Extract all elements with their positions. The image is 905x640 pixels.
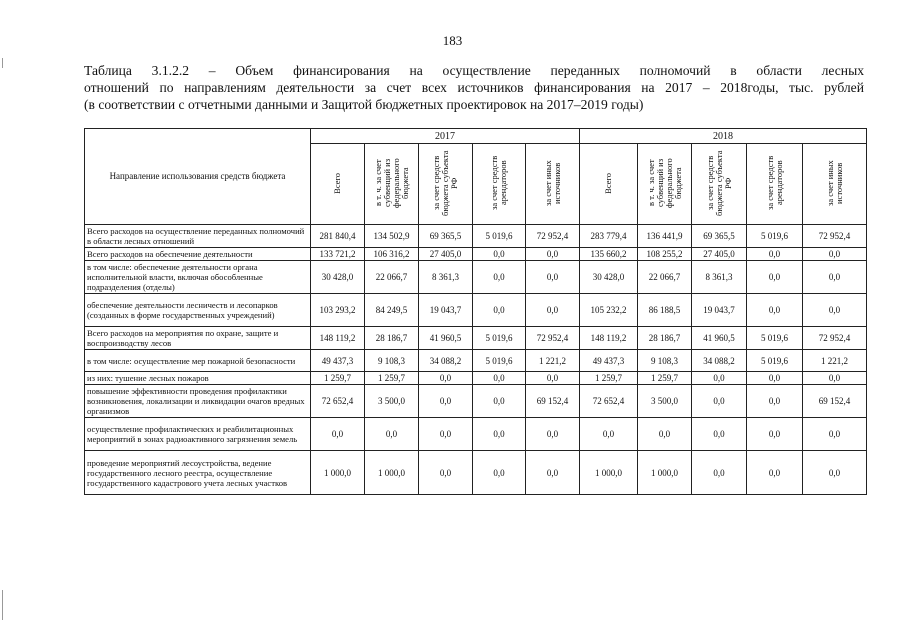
value-cell: 1 221,2 [526,350,580,372]
value-cell: 5 019,6 [747,350,803,372]
value-cell: 0,0 [473,261,526,294]
value-cell: 1 221,2 [803,350,867,372]
value-cell: 9 108,3 [638,350,692,372]
value-cell: 22 066,7 [365,261,419,294]
value-cell: 34 088,2 [692,350,747,372]
value-cell: 1 259,7 [311,372,365,385]
value-cell: 0,0 [419,372,473,385]
subheader-total: Всего [580,144,638,225]
caption-line: Таблица 3.1.2.2 – Объем финансирования на осуществление переданных полномочий в области лесных [84,63,864,78]
subheader-total: Всего [311,144,365,225]
subheader-regional: за счет средств бюджета субъекта РФ [419,144,473,225]
value-cell: 0,0 [692,372,747,385]
value-cell: 72 952,4 [526,327,580,350]
table-row [85,451,867,495]
value-cell: 0,0 [692,418,747,451]
value-cell: 69 152,4 [803,385,867,418]
value-cell: 5 019,6 [747,225,803,248]
value-cell: 0,0 [803,451,867,495]
value-cell: 0,0 [747,451,803,495]
value-cell: 8 361,3 [419,261,473,294]
financing-table [84,128,867,495]
row-label: осуществление профилактических и реабилитационных мероприятий в зонах радиоактивного загрязнения земель [85,418,311,451]
value-cell: 103 293,2 [311,294,365,327]
row-label: в том числе: осуществление мер пожарной безопасности [85,350,311,372]
value-cell: 0,0 [419,451,473,495]
value-cell: 134 502,9 [365,225,419,248]
value-cell: 0,0 [638,418,692,451]
value-cell: 281 840,4 [311,225,365,248]
value-cell: 0,0 [747,294,803,327]
value-cell: 72 652,4 [580,385,638,418]
table-row [85,418,867,451]
subheader-other: за счет иных источников [526,144,580,225]
year-header-row [85,129,867,144]
value-cell: 27 405,0 [419,248,473,261]
table-body [85,225,867,495]
direction-header: Направление использования средств бюджета [85,129,311,225]
row-label: Всего расходов на мероприятия по охране, защите и воспроизводству лесов [85,327,311,350]
value-cell: 0,0 [311,418,365,451]
row-label: в том числе: обеспечение деятельности органа исполнительной власти, включая обособленные подразделения (отделы) [85,261,311,294]
value-cell: 0,0 [473,385,526,418]
row-label: обеспечение деятельности лесничеств и лесопарков (созданных в форме государственных учреждений) [85,294,311,327]
value-cell: 5 019,6 [747,327,803,350]
value-cell: 0,0 [526,248,580,261]
year-header-2018: 2018 [580,129,867,144]
value-cell: 1 000,0 [638,451,692,495]
value-cell: 0,0 [526,418,580,451]
value-cell: 283 779,4 [580,225,638,248]
row-label: Всего расходов на обеспечение деятельности [85,248,311,261]
value-cell: 0,0 [692,451,747,495]
value-cell: 148 119,2 [311,327,365,350]
subheader-tenants: за счет средств арендаторов [473,144,526,225]
value-cell: 0,0 [526,372,580,385]
value-cell: 49 437,3 [580,350,638,372]
value-cell: 0,0 [419,385,473,418]
value-cell: 0,0 [747,372,803,385]
value-cell: 84 249,5 [365,294,419,327]
table-row [85,294,867,327]
value-cell: 0,0 [803,261,867,294]
year-header-2017: 2017 [311,129,580,144]
value-cell: 0,0 [473,372,526,385]
value-cell: 49 437,3 [311,350,365,372]
value-cell: 28 186,7 [365,327,419,350]
subheader-other: за счет иных источников [803,144,867,225]
value-cell: 86 188,5 [638,294,692,327]
value-cell: 1 259,7 [365,372,419,385]
value-cell: 30 428,0 [311,261,365,294]
table-row [85,327,867,350]
value-cell: 0,0 [803,294,867,327]
value-cell: 135 660,2 [580,248,638,261]
table-row [85,372,867,385]
value-cell: 0,0 [473,294,526,327]
value-cell: 5 019,6 [473,225,526,248]
value-cell: 0,0 [365,418,419,451]
value-cell: 0,0 [580,418,638,451]
row-label: из них: тушение лесных пожаров [85,372,311,385]
value-cell: 1 259,7 [638,372,692,385]
value-cell: 0,0 [692,385,747,418]
value-cell: 69 152,4 [526,385,580,418]
caption-line: отношений по направлениям деятельности за счет всех источников финансирования на 2017 – 2018годы, тыс. рублей [84,80,864,95]
page-number: 183 [442,33,463,48]
value-cell: 34 088,2 [419,350,473,372]
row-label: повышение эффективности проведения профилактики возникновения, локализации и ликвидации очагов вредных организмов [85,385,311,418]
value-cell: 41 960,5 [419,327,473,350]
subheader-federal: в т. ч. за счет субвенций из федерального бюджета [365,144,419,225]
value-cell: 19 043,7 [419,294,473,327]
value-cell: 0,0 [526,261,580,294]
row-label: проведение мероприятий лесоустройства, ведение государственного лесного реестра, осуществление государственного кадастрового учета лесных участков [85,451,311,495]
value-cell: 72 652,4 [311,385,365,418]
value-cell: 72 952,4 [803,225,867,248]
value-cell: 108 255,2 [638,248,692,261]
value-cell: 0,0 [803,418,867,451]
value-cell: 0,0 [747,385,803,418]
subheader-tenants: за счет средств арендаторов [747,144,803,225]
value-cell: 8 361,3 [692,261,747,294]
value-cell: 133 721,2 [311,248,365,261]
table-caption [84,62,864,113]
value-cell: 0,0 [473,418,526,451]
subheader-regional: за счет средств бюджета субъекта РФ [692,144,747,225]
table-row [85,225,867,248]
value-cell: 0,0 [803,372,867,385]
value-cell: 106 316,2 [365,248,419,261]
value-cell: 69 365,5 [419,225,473,248]
value-cell: 5 019,6 [473,327,526,350]
value-cell: 9 108,3 [365,350,419,372]
row-label: Всего расходов на осуществление переданных полномочий в области лесных отношений [85,225,311,248]
value-cell: 136 441,9 [638,225,692,248]
table-row [85,248,867,261]
value-cell: 19 043,7 [692,294,747,327]
table-row [85,261,867,294]
value-cell: 41 960,5 [692,327,747,350]
value-cell: 0,0 [526,294,580,327]
value-cell: 27 405,0 [692,248,747,261]
value-cell: 0,0 [419,418,473,451]
value-cell: 0,0 [747,248,803,261]
value-cell: 0,0 [473,451,526,495]
value-cell: 30 428,0 [580,261,638,294]
value-cell: 1 259,7 [580,372,638,385]
subheader-federal: в т. ч. за счет субвенций из федерального бюджета [638,144,692,225]
value-cell: 22 066,7 [638,261,692,294]
value-cell: 105 232,2 [580,294,638,327]
value-cell: 69 365,5 [692,225,747,248]
margin-mark-top [2,58,3,68]
value-cell: 72 952,4 [803,327,867,350]
value-cell: 1 000,0 [311,451,365,495]
margin-mark-bottom [2,590,3,620]
value-cell: 28 186,7 [638,327,692,350]
value-cell: 0,0 [473,248,526,261]
value-cell: 0,0 [747,418,803,451]
value-cell: 5 019,6 [473,350,526,372]
value-cell: 0,0 [747,261,803,294]
value-cell: 1 000,0 [580,451,638,495]
value-cell: 148 119,2 [580,327,638,350]
value-cell: 3 500,0 [365,385,419,418]
table-row [85,385,867,418]
caption-line: (в соответствии с отчетными данными и Защитой бюджетных проектировок на 2017–2019 годы) [84,97,644,112]
value-cell: 0,0 [526,451,580,495]
value-cell: 72 952,4 [526,225,580,248]
value-cell: 1 000,0 [365,451,419,495]
value-cell: 0,0 [803,248,867,261]
table-row [85,350,867,372]
value-cell: 3 500,0 [638,385,692,418]
